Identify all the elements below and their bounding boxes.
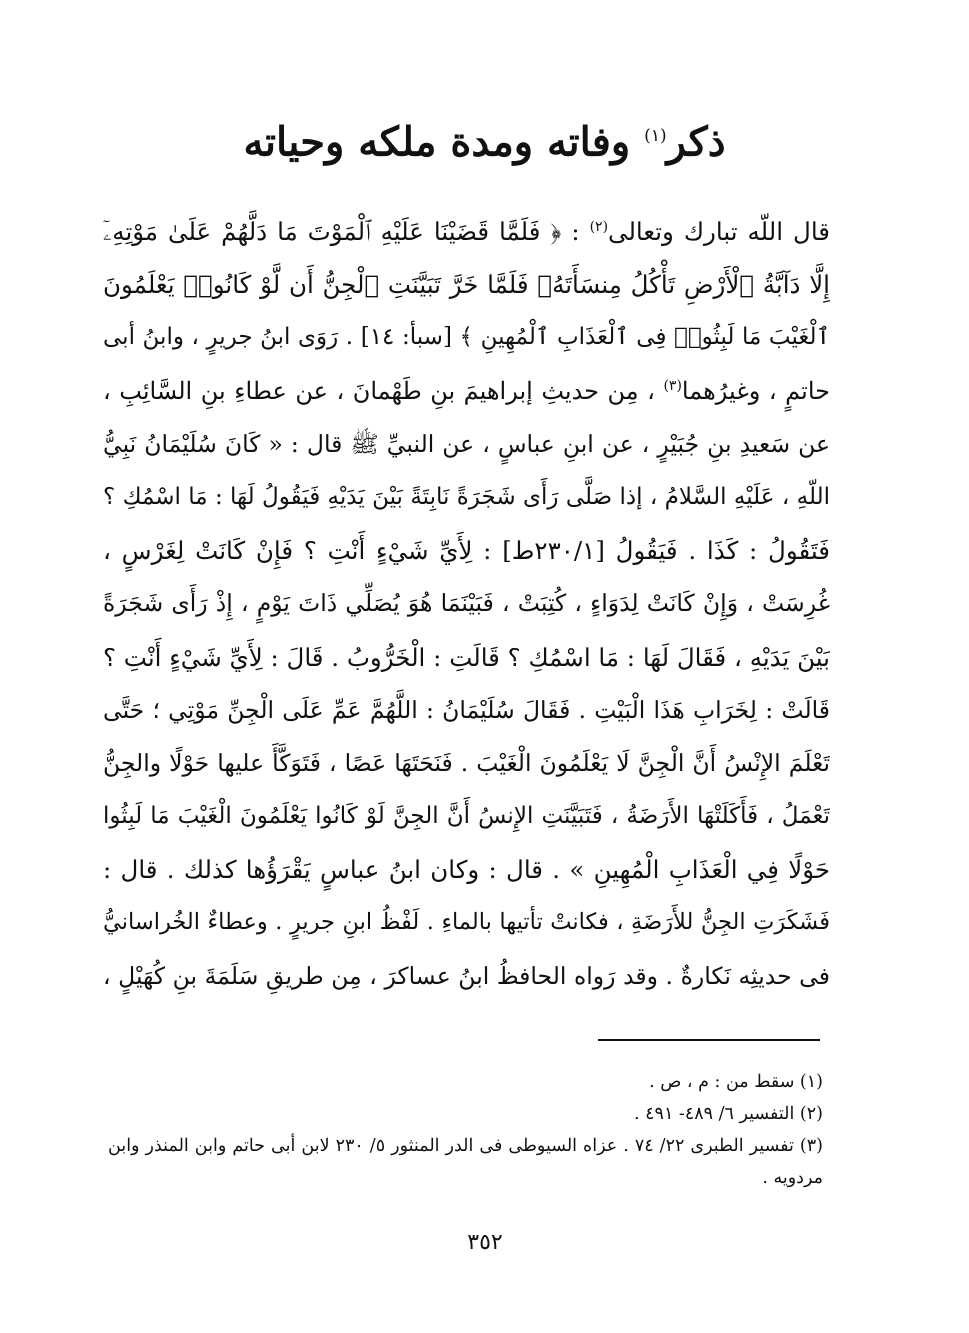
title-rest: وفاته ومدة ملكه وحياته — [243, 118, 631, 166]
text-line-7: فَتَقُولُ : كَذَا . فَيَقُولُ [٢٣٠/١ط] : لِأَيِّ شَيْءٍ أَنْتِ ؟ فَإِنْ كَانَتْ لِغَرْسٍ ، — [103, 536, 830, 566]
text-line-9: بَيْنَ يَدَيْهِ ، فَقَالَ لَهَا : مَا اسْمُكِ ؟ قَالَتِ : الْخَرُّوبُ . قَالَ : لِأَيِّ شَيْءٍ أَنْتِ ؟ — [103, 642, 830, 672]
text-line-8: غُرِسَتْ ، وَإِنْ كَانَتْ لِدَوَاءٍ ، كُتِبَتْ ، فَبَيْنَمَا هُوَ يُصَلِّي ذَاتَ يَوْمٍ ، إِذْ رَأَى شَجَرَةً — [103, 589, 830, 618]
text-line-1: قال اللّه تبارك وتعالى$^{(٢)}$ : ﴿ فَلَمَّا قَضَيْنَا عَلَيْهِ ٱلْمَوْتَ مَا دَلَّهُمْ عَلَىٰ مَوْتِهِۦٓ — [103, 217, 830, 246]
text-line-10: قَالَتْ : لِخَرَابِ هَذَا الْبَيْتِ . فَقَالَ سُلَيْمَانُ : اللَّهُمَّ عَمِّ عَلَى الْجِنِّ مَوْتِي ؛ حَتَّى — [103, 695, 830, 724]
text-line-3: ٱلْغَيْبَ مَا لَبِثُوا۟ فِى ٱلْعَذَابِ ٱلْمُهِينِ ﴾ [سبأ: ١٤] . رَوَى ابنُ جريرٍ ، وابنُ أبى — [103, 324, 830, 351]
page-number: ٣٥٢ — [467, 1230, 503, 1255]
footnote-3-continued: مردويه . — [762, 1168, 823, 1188]
footnote-ref-3: (٣) — [663, 377, 682, 394]
text-line-6: اللّهِ ، عَلَيْهِ السَّلامُ ، إذا صَلَّى رَأَى شَجَرَةً نَابِتَةً بَيْنَ يَدَيْهِ فَيَقُولُ لَهَا : مَا اسْمُكِ ؟ — [103, 483, 830, 510]
main-text — [103, 205, 830, 1003]
text-line-13: حَوْلًا فِي الْعَذَابِ الْمُهِينِ » . قال : وكان ابنُ عباسٍ يَقْرَؤُها كذلك . قال : — [103, 855, 830, 885]
footnote-2: (٢) التفسير ٦/ ٤٨٩- ٤٩١ . — [634, 1104, 823, 1124]
chapter-title — [150, 108, 819, 170]
text-line-4: حاتمٍ ، وغيرُهما$^{(٣)}$ ، مِن حديثِ إبراهيمَ بنِ طَهْمانَ ، عن عطاءِ بنِ السَّائِبِ ، — [103, 376, 830, 405]
text-line-5: عن سَعيدِ بنِ جُبَيْرٍ ، عن ابنِ عباسٍ ، عن النبيِّ ﷺ قال : « كَانَ سُلَيْمَانُ نَبِيُّ — [103, 429, 830, 458]
text-line-14: فَشَكَرَتِ الجِنُّ للأَرَضَةِ ، فكانتْ تأتيها بالماءِ . لَفْظُ ابنِ جريرٍ . وعطاءٌ الخُراسانيُّ — [103, 909, 830, 936]
footnote-3: (٣) تفسير الطبرى ٢٢/ ٧٤ . عزاه السيوطى فى الدر المنثور ٥/ ٢٣٠ لابن أبى حاتم وابن المنذر وابن — [108, 1136, 823, 1156]
footnotes — [108, 1066, 823, 1194]
text-line-15: فى حديثِه نَكارةٌ . وقد رَواه الحافظُ ابنُ عساكرَ ، مِن طريقِ سَلَمَةَ بنِ كُهَيْلٍ ، — [103, 961, 830, 990]
title-footnote-ref: (١) — [644, 126, 667, 146]
text-line-12: تَعْمَلُ ، فَأَكَلَتْهَا الأَرَضَةُ ، فَتَبَيَّنَتِ الإِنسُ أَنَّ الجِنَّ لَوْ كَانُوا يَعْلَمُونَ الْغَيْبَ مَا لَبِثُوا — [103, 803, 830, 830]
footnote-1: (١) سقط من : م ، ص . — [649, 1072, 823, 1092]
text-line-2: إِلَّا دَآبَّةُ ٱلْأَرْضِ تَأْكُلُ مِنسَأَتَهُۥ فَلَمَّا خَرَّ تَبَيَّنَتِ ٱلْجِنُّ أَن لَّوْ كَانُوا۟ يَعْلَمُونَ — [103, 270, 830, 300]
title-first-word: ذكر — [666, 118, 726, 166]
footnote-ref-2: (٢) — [589, 218, 609, 235]
footnote-separator — [598, 1039, 820, 1041]
text-line-11: تَعْلَمَ الإِنْسُ أَنَّ الْجِنَّ لَا يَعْلَمُونَ الْغَيْبَ . فَنَحَتَهَا عَصًا ، فَتَوَكَّأَ عليها حَوْلًا والجِنُّ — [103, 748, 830, 777]
